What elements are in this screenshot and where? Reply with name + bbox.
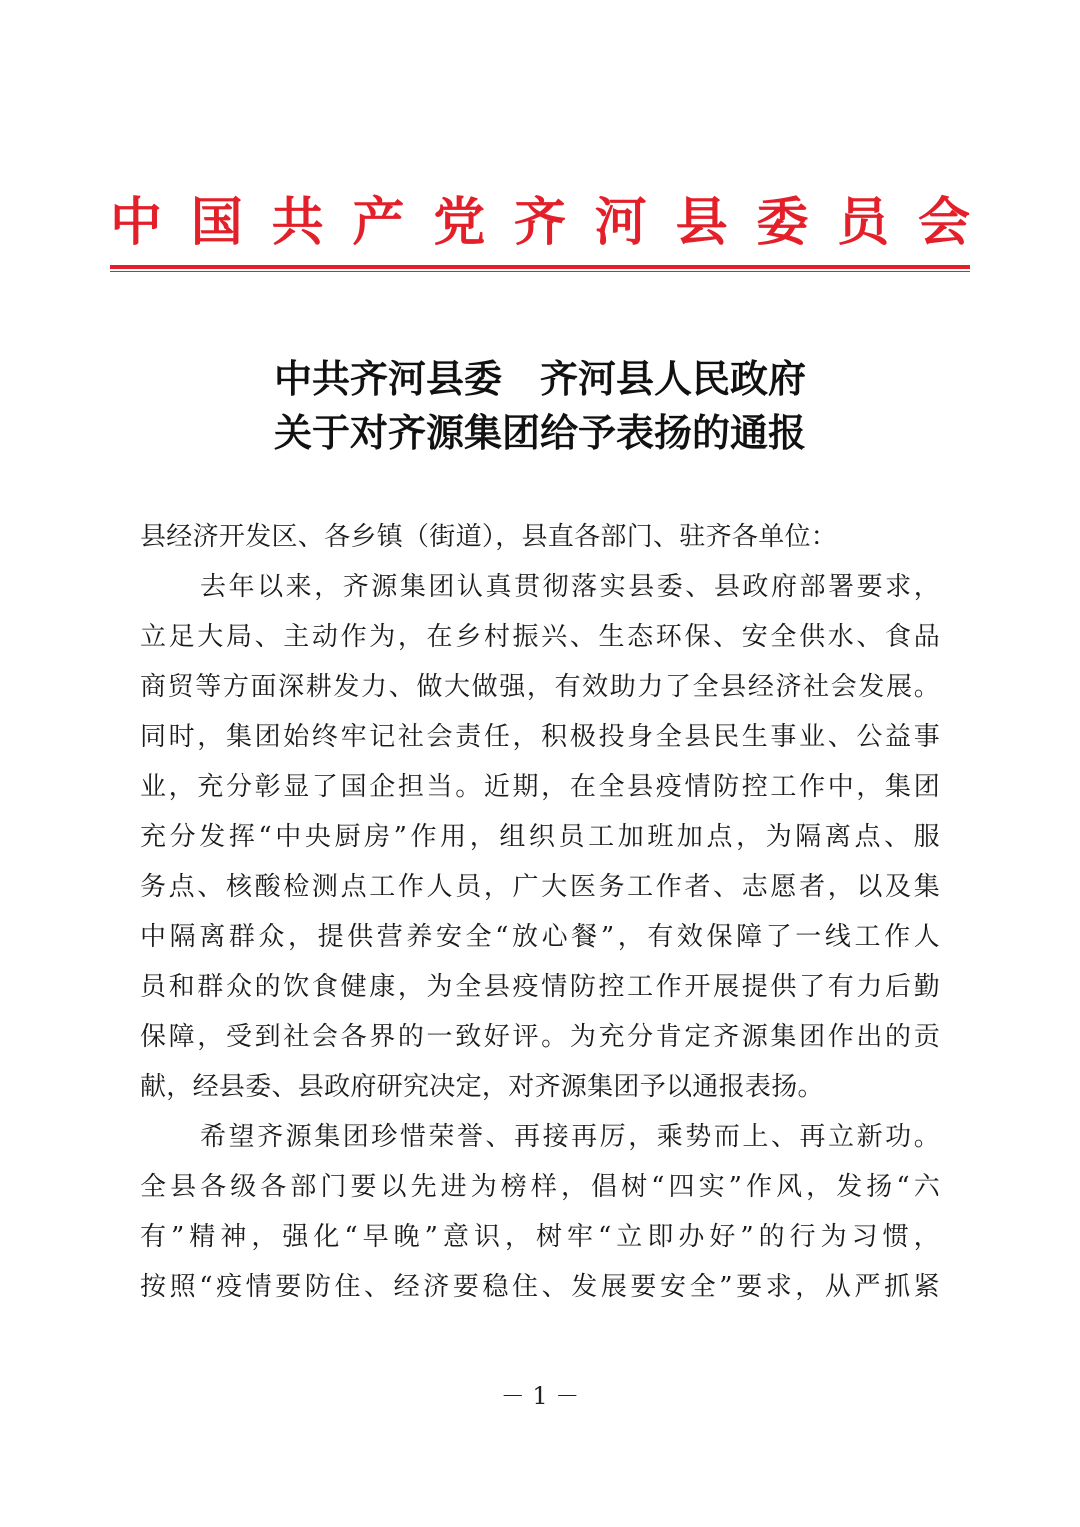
body-line: 献，经县委、县政府研究决定，对齐源集团予以通报表扬。	[140, 1072, 824, 1102]
masthead-char: 党	[433, 192, 486, 253]
body-line: 按照“疫情要防住、经济要稳住、发展要安全”要求，从严抓紧	[140, 1272, 940, 1302]
body-line: 业，充分彰显了国企担当。近期，在全县疫情防控工作中，集团	[140, 772, 940, 802]
masthead-char: 共	[271, 192, 324, 253]
body-line: 有”精神，强化“早晚”意识，树牢“立即办好”的行为习惯，	[140, 1222, 940, 1252]
document-title-line-2: 关于对齐源集团给予表扬的通报	[273, 410, 806, 455]
body-line: 员和群众的饮食健康，为全县疫情防控工作开展提供了有力后勤	[140, 972, 940, 1002]
masthead-char: 会	[917, 192, 970, 253]
body-line: 立足大局、主动作为，在乡村振兴、生态环保、安全供水、食品	[140, 622, 940, 652]
masthead-char: 县	[675, 192, 728, 253]
body-line: 去年以来，齐源集团认真贯彻落实县委、县政府部署要求，	[200, 572, 940, 602]
addressee-line: 县经济开发区、各乡镇（街道），县直各部门、驻齐各单位：	[140, 522, 838, 552]
page-number: － 1 －	[500, 1382, 580, 1410]
body-line: 全县各级各部门要以先进为榜样，倡树“四实”作风，发扬“六	[140, 1172, 940, 1202]
body-line: 保障，受到社会各界的一致好评。为充分肯定齐源集团作出的贡	[140, 1022, 940, 1052]
body-line: 同时，集团始终牢记社会责任，积极投身全县民生事业、公益事	[140, 722, 940, 752]
body-line: 商贸等方面深耕发力、做大做强，有效助力了全县经济社会发展。	[140, 672, 940, 702]
masthead-char: 河	[594, 192, 647, 253]
body-line: 务点、核酸检测点工作人员，广大医务工作者、志愿者，以及集	[140, 872, 940, 902]
masthead-divider	[110, 265, 970, 272]
masthead-char: 齐	[513, 192, 566, 253]
body-line: 希望齐源集团珍惜荣誉、再接再厉，乘势而上、再立新功。	[200, 1122, 940, 1152]
masthead-char: 产	[352, 192, 405, 253]
masthead-char: 委	[756, 192, 809, 253]
body-line: 中隔离群众，提供营养安全“放心餐”，有效保障了一线工作人	[140, 922, 940, 952]
body-line: 充分发挥“中央厨房”作用，组织员工加班加点，为隔离点、服	[140, 822, 940, 852]
document-title-line-1: 中共齐河县委 齐河县人民政府	[273, 356, 806, 401]
masthead-char: 员	[837, 192, 890, 253]
masthead-title	[110, 188, 970, 258]
masthead-char: 国	[190, 192, 243, 253]
masthead-char: 中	[110, 192, 163, 253]
